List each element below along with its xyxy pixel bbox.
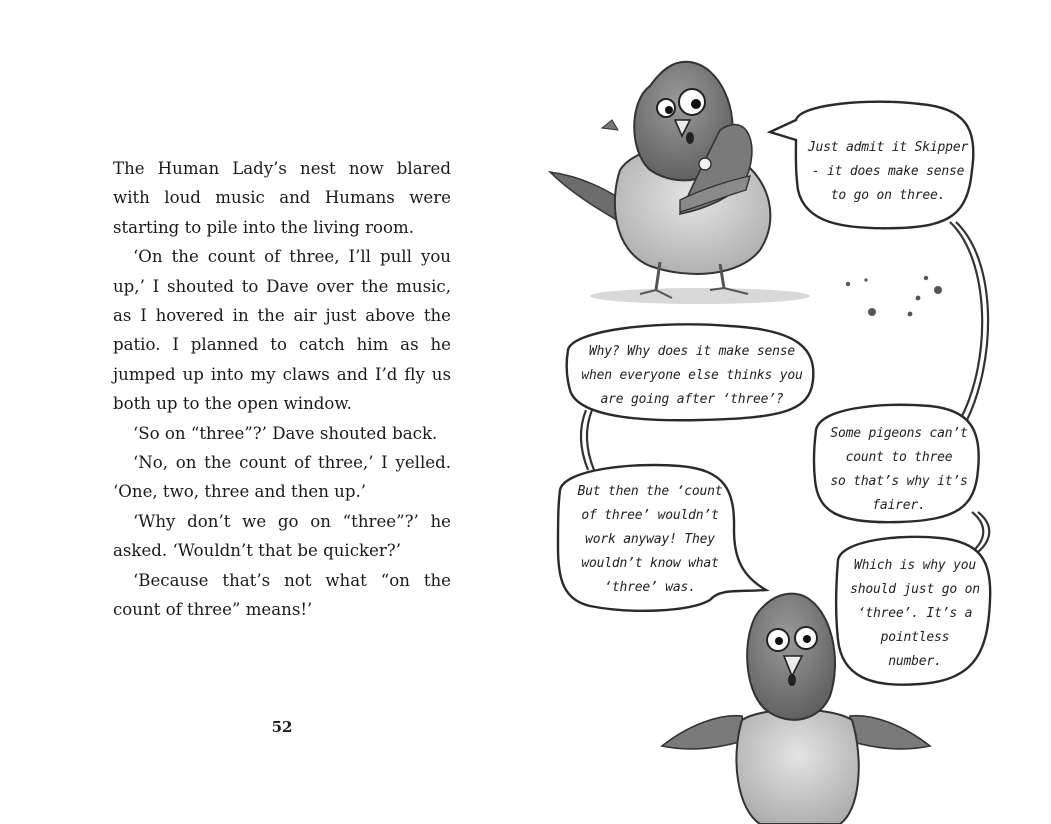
bubble-1-line-2: - it does make sense (811, 164, 965, 179)
paragraph-2: ‘On the count of three, I’ll pull you up,’ I shouted to Dave over the music, as I hovered in the air just above the patio. I planned to catch him as he jumped up into my claws and I’d fly us both up to the open window. (113, 247, 451, 414)
page-number: 52 (271, 718, 293, 736)
paragraph-1: The Human Lady’s nest now blared with loud music and Humans were starting to pile into the living room. (113, 159, 451, 237)
bubble-3-text (820, 422, 978, 518)
bubble-5-line-5: number. (888, 654, 942, 669)
bubble-2-line-1: Why? Why does it make sense (589, 344, 795, 359)
bubble-4-line-4: wouldn’t know what (581, 556, 719, 571)
bubble-5-text (840, 554, 990, 674)
paragraph-5: ‘Why don’t we go on “three”?’ he asked. ‘Wouldn’t that be quicker?’ (113, 511, 451, 561)
paragraph-4: ‘No, on the count of three,’ I yelled. ‘One, two, three and then up.’ (113, 453, 451, 502)
bubble-5-line-1: Which is why you (853, 558, 977, 573)
left-page (0, 0, 520, 824)
bubble-4-line-1: But then the ‘count (577, 484, 723, 499)
bubble-5-line-2: should just go on (850, 582, 980, 597)
story-text (113, 154, 451, 625)
bubble-1-text (804, 136, 972, 208)
pigeon-top-illustration (550, 62, 810, 304)
bubble-3-line-4: fairer. (872, 498, 926, 513)
bubble-5-line-4: pointless (880, 630, 950, 645)
connector-3 (972, 512, 983, 552)
confetti-dots (846, 276, 942, 317)
bubble-3-line-2: count to three (845, 450, 953, 465)
illustration-art (520, 0, 1051, 824)
bubble-1-line-3: to go on three. (830, 188, 946, 203)
bubble-2-text (572, 340, 812, 412)
bubble-3-line-1: Some pigeons can’t (830, 426, 968, 441)
bubble-5-line-3: ‘three’. It’s a (857, 606, 973, 621)
bubble-4-line-3: work anyway! They (585, 532, 715, 547)
paragraph-6: ‘Because that’s not what “on the count of three” means!’ (113, 570, 451, 620)
bubble-4-line-5: ‘three’ was. (604, 580, 696, 595)
bubble-4-text (564, 480, 736, 600)
bubble-4-line-2: of three’ wouldn’t (581, 508, 719, 523)
bubble-2-line-3: are going after ‘three’? (600, 392, 784, 407)
bubble-1-line-1: Just admit it Skipper (807, 140, 969, 155)
bubble-3-line-3: so that’s why it’s (830, 474, 968, 489)
illustration-page (520, 0, 1051, 824)
bubble-2-line-2: when everyone else thinks you (581, 368, 803, 383)
connector-2b (587, 410, 594, 470)
paragraph-3: ‘So on “three”?’ Dave shouted back. (133, 423, 438, 443)
